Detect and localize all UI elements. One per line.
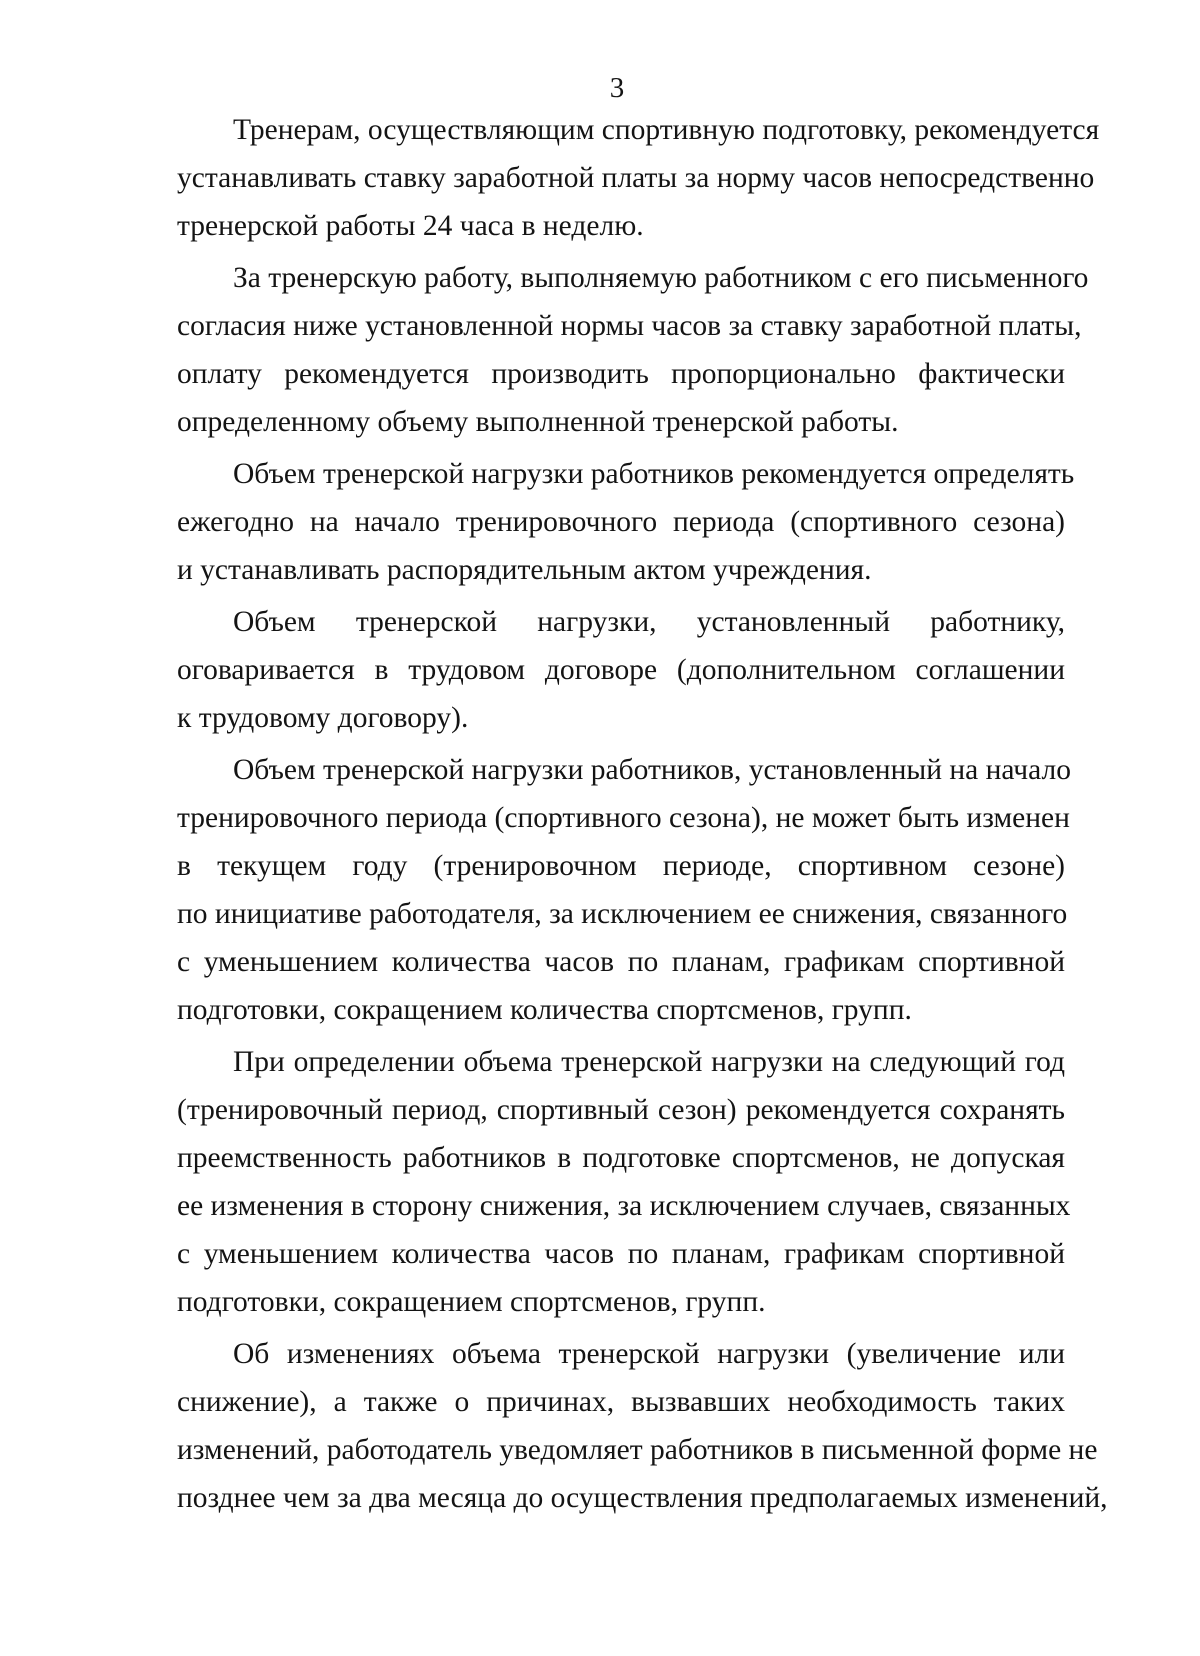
- paragraph-below-norm-payment: [177, 254, 1089, 446]
- text-line: При определении объема тренерской нагрузки на следующий год: [233, 1046, 1065, 1078]
- text-line: подготовки, сокращением количества спортсменов, групп.: [177, 994, 912, 1026]
- text-line: устанавливать ставку заработной платы за норму часов непосредственно: [177, 162, 1095, 194]
- text-line: согласия ниже установленной нормы часов за ставку заработной платы,: [177, 310, 1082, 342]
- text-line: ежегодно на начало тренировочного периода (спортивного сезона): [177, 506, 1065, 538]
- text-line: изменений, работодатель уведомляет работников в письменной форме не: [177, 1434, 1098, 1466]
- document-body: [177, 106, 1108, 1526]
- text-line: Об изменениях объема тренерской нагрузки (увеличение или: [233, 1338, 1065, 1370]
- text-line: подготовки, сокращением спортсменов, групп.: [177, 1286, 766, 1318]
- text-line: с уменьшением количества часов по планам, графикам спортивной: [177, 946, 1065, 978]
- text-line: ее изменения в сторону снижения, за исключением случаев, связанных: [177, 1190, 1071, 1222]
- text-line: (тренировочный период, спортивный сезон) рекомендуется сохранять: [177, 1094, 1065, 1126]
- paragraph-labor-contract: [177, 598, 1065, 742]
- page-number: 3: [609, 72, 625, 104]
- text-line: к трудовому договору).: [177, 702, 469, 734]
- text-line: За тренерскую работу, выполняемую работником с его письменного: [233, 262, 1089, 294]
- text-line: определенному объему выполненной тренерской работы.: [177, 406, 899, 438]
- text-line: по инициативе работодателя, за исключением ее снижения, связанного: [177, 898, 1068, 930]
- paragraph-coach-wage-rate: [177, 106, 1100, 250]
- text-line: Тренерам, осуществляющим спортивную подготовку, рекомендуется: [233, 114, 1100, 146]
- text-line: тренировочного периода (спортивного сезона), не может быть изменен: [177, 802, 1070, 834]
- text-line: в текущем году (тренировочном периоде, спортивном сезоне): [177, 850, 1065, 882]
- text-line: оговаривается в трудовом договоре (дополнительном соглашении: [177, 654, 1065, 686]
- text-line: Объем тренерской нагрузки работников рекомендуется определять: [233, 458, 1075, 490]
- text-line: и устанавливать распорядительным актом учреждения.: [177, 554, 872, 586]
- paragraph-workload-change-restriction: [177, 746, 1071, 1034]
- text-line: оплату рекомендуется производить пропорционально фактически: [177, 358, 1065, 390]
- paragraph-continuity: [177, 1038, 1071, 1326]
- text-line: тренерской работы 24 часа в неделю.: [177, 210, 644, 242]
- text-line: снижение), а также о причинах, вызвавших необходимость таких: [177, 1386, 1065, 1418]
- text-line: Объем тренерской нагрузки работников, установленный на начало: [233, 754, 1071, 786]
- paragraph-change-notification: [177, 1330, 1108, 1522]
- paragraph-annual-workload: [177, 450, 1075, 594]
- text-line: с уменьшением количества часов по планам, графикам спортивной: [177, 1238, 1065, 1270]
- text-line: позднее чем за два месяца до осуществления предполагаемых изменений,: [177, 1482, 1108, 1514]
- text-line: преемственность работников в подготовке спортсменов, не допуская: [177, 1142, 1065, 1174]
- text-line: Объем тренерской нагрузки, установленный работнику,: [233, 606, 1065, 638]
